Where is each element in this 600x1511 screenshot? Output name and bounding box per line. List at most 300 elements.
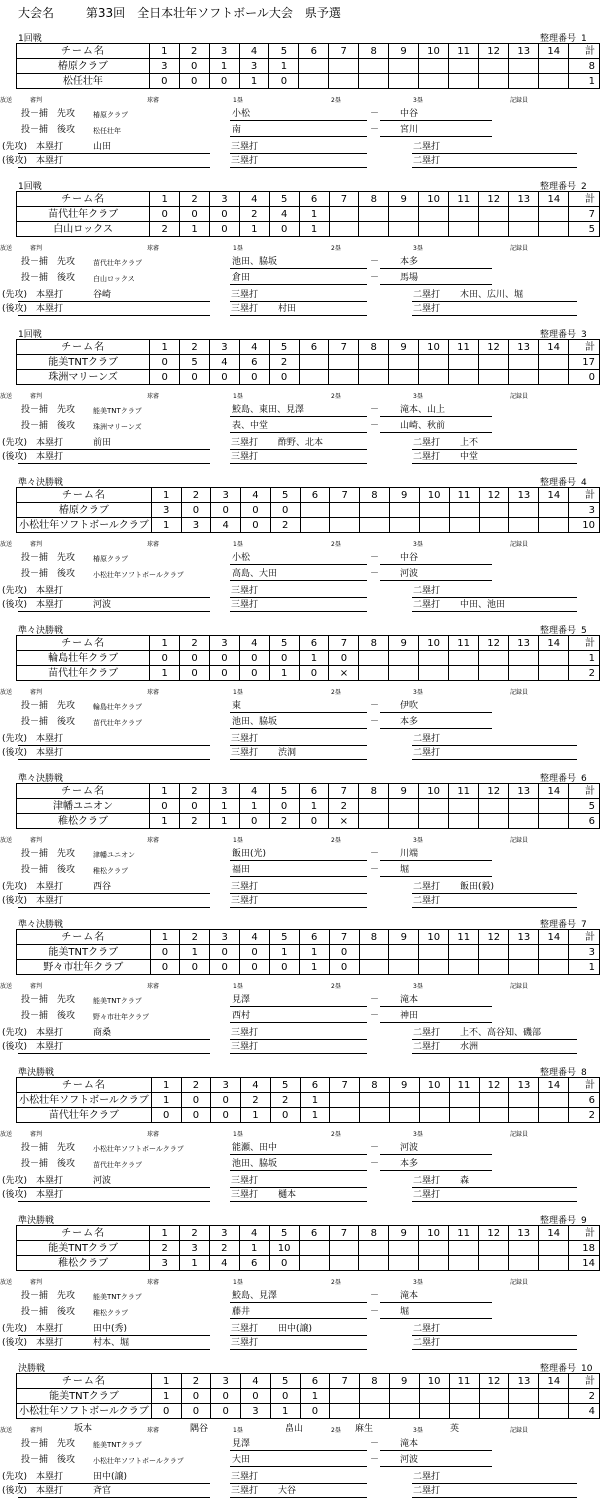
inning-score <box>449 1108 479 1123</box>
underline <box>18 463 210 464</box>
tournament-title: 第33回 全日本壮年ソフトボール大会 県予選 <box>85 6 341 20</box>
team-name: 小松壮年ソフトボールクラブ <box>17 518 152 533</box>
pitcher-names: 小松 <box>232 553 251 563</box>
inning-score: 1 <box>299 960 329 975</box>
umpire-label: 2塁 <box>331 1427 341 1434</box>
underline <box>412 315 577 316</box>
inning-score: 1 <box>239 222 269 237</box>
inning-score <box>389 1389 419 1404</box>
umpire-label: 放送 <box>0 837 13 844</box>
inning-score <box>509 1256 539 1271</box>
underline <box>380 432 492 433</box>
inning-score: 1 <box>209 814 239 829</box>
umpire-label: 審判 <box>30 837 43 844</box>
inning-score <box>389 59 419 74</box>
umpire-label: 球審 <box>147 97 160 104</box>
inning-score <box>360 1093 390 1108</box>
battery-team: 小松壮年ソフトボールクラブ <box>93 571 184 579</box>
seiri-label: 整理番号 <box>540 1216 577 1226</box>
total-score: 3 <box>569 503 600 518</box>
round-label: 1回戦 <box>18 182 42 192</box>
underline <box>230 136 367 137</box>
inning-score: 0 <box>180 207 210 222</box>
team-row <box>17 799 600 814</box>
team-name: 能美TNTクラブ <box>17 1241 150 1256</box>
total-score: 18 <box>569 1241 600 1256</box>
inning-score: 0 <box>150 370 180 385</box>
inning-score: 1 <box>300 1389 330 1404</box>
inning-score <box>479 945 509 960</box>
umpire-label: 放送 <box>0 983 13 990</box>
game-block <box>0 917 600 1059</box>
team-header: チーム名 <box>17 636 150 651</box>
team-name: 苗代壮年クラブ <box>17 666 150 681</box>
underline <box>230 432 367 433</box>
inning-header: 1 <box>150 340 180 355</box>
underline <box>230 728 367 729</box>
inning-header: 4 <box>239 192 269 207</box>
underline <box>380 120 492 121</box>
pitcher-names: 見澤 <box>232 995 251 1005</box>
inning-score: 0 <box>269 74 299 89</box>
triple-label: 三塁打 <box>231 896 259 906</box>
battery-label: 投－捕 後攻 <box>21 865 76 875</box>
inning-header: 9 <box>389 340 419 355</box>
game-details <box>0 387 600 467</box>
round-label: 準々決勝戦 <box>18 774 64 784</box>
inning-score <box>330 1404 360 1419</box>
battery-team: 椿原クラブ <box>93 111 128 119</box>
inning-score <box>419 666 449 681</box>
inning-score <box>299 74 329 89</box>
battery-label: 投－捕 先攻 <box>21 553 76 563</box>
team-row <box>17 207 600 222</box>
pitcher-names: 藤井 <box>232 1307 251 1317</box>
inning-score <box>539 960 569 975</box>
inning-score <box>359 666 389 681</box>
inning-header: 3 <box>210 192 240 207</box>
home-run-players: 西谷 <box>93 882 112 892</box>
team-row <box>17 1241 600 1256</box>
underline <box>380 1154 492 1155</box>
home-run-players: 山田 <box>93 142 112 152</box>
inning-header: 6 <box>299 44 329 59</box>
underline <box>230 315 367 316</box>
inning-score: 2 <box>270 518 300 533</box>
underline <box>230 120 367 121</box>
umpire-label: 記録員 <box>510 245 529 252</box>
triple-label: 三塁打 <box>231 452 259 462</box>
inning-score: 0 <box>329 945 359 960</box>
inning-score <box>449 59 479 74</box>
inning-score <box>539 74 569 89</box>
inning-header: 5 <box>269 1226 299 1241</box>
round-label: 準々決勝戦 <box>18 920 64 930</box>
underline <box>412 153 577 154</box>
umpire-label: 2塁 <box>331 983 341 990</box>
underline <box>230 1483 367 1484</box>
battery-team: 稚松クラブ <box>93 867 128 875</box>
round-label: 1回戦 <box>18 330 42 340</box>
inning-header: 13 <box>509 784 539 799</box>
inning-score <box>419 945 449 960</box>
underline <box>230 1335 367 1336</box>
inning-header: 5 <box>269 192 299 207</box>
inning-header: 4 <box>239 340 269 355</box>
umpire-label: 3塁 <box>413 393 423 400</box>
inning-score <box>330 1108 360 1123</box>
underline <box>18 1039 210 1040</box>
inning-score: 1 <box>209 59 239 74</box>
inning-header: 14 <box>539 784 569 799</box>
inning-header: 1 <box>150 1226 180 1241</box>
inning-score <box>389 945 419 960</box>
inning-header: 11 <box>449 1078 479 1093</box>
catcher-names: 堀 <box>400 865 410 875</box>
header-row <box>17 340 600 355</box>
umpire-label: 1塁 <box>233 393 243 400</box>
battery-team: 松任壮年 <box>93 127 121 135</box>
inning-score: 0 <box>150 355 180 370</box>
underline <box>412 1039 577 1040</box>
triple-label: 三塁打 <box>231 600 259 610</box>
umpire-label: 審判 <box>30 245 43 252</box>
catcher-names: 本多 <box>400 717 419 727</box>
underline <box>18 1349 210 1350</box>
inning-header: 10 <box>419 1078 449 1093</box>
underline <box>18 167 210 168</box>
inning-score <box>509 503 539 518</box>
header-row <box>17 192 600 207</box>
inning-score <box>449 651 479 666</box>
home-run-label: (後攻) 本塁打 <box>2 304 64 314</box>
inning-score <box>449 222 479 237</box>
battery-label: 投－捕 後攻 <box>21 421 76 431</box>
triple-label: 三塁打 <box>231 304 259 314</box>
inning-score <box>299 1256 329 1271</box>
battery-label: 投－捕 先攻 <box>21 849 76 859</box>
seiri-label: 整理番号 <box>540 626 577 636</box>
seiri-value: 4 <box>581 478 587 488</box>
dash: － <box>370 1307 380 1317</box>
inning-header: 3 <box>211 1374 241 1389</box>
catcher-names: 滝本 <box>400 1439 419 1449</box>
inning-score <box>389 503 419 518</box>
umpire-label: 1塁 <box>233 1279 243 1286</box>
inning-header: 2 <box>181 1374 211 1389</box>
inning-score: × <box>329 666 359 681</box>
game-details <box>0 535 600 615</box>
inning-score <box>419 518 449 533</box>
inning-score <box>300 518 330 533</box>
inning-header: 1 <box>150 784 180 799</box>
inning-score: 10 <box>269 1241 299 1256</box>
inning-score: 0 <box>299 814 329 829</box>
inning-score: 0 <box>270 1389 300 1404</box>
inning-score <box>539 666 569 681</box>
inning-score: 0 <box>329 960 359 975</box>
team-name: 苗代壮年クラブ <box>17 1108 152 1123</box>
inning-header: 1 <box>151 1078 181 1093</box>
underline <box>380 1450 492 1451</box>
game-block <box>0 1213 600 1355</box>
inning-score: 0 <box>150 207 180 222</box>
underline <box>230 1053 367 1054</box>
inning-header: 4 <box>241 1078 271 1093</box>
underline <box>412 893 577 894</box>
inning-score: 1 <box>241 1108 271 1123</box>
dash: － <box>370 1159 380 1169</box>
inning-score <box>389 651 419 666</box>
inning-score: 2 <box>269 355 299 370</box>
seiri-value: 7 <box>581 920 587 930</box>
inning-header: 10 <box>419 44 449 59</box>
inning-score: 1 <box>300 1093 330 1108</box>
home-run-players: 村本、堀 <box>93 1338 130 1348</box>
inning-score: 4 <box>209 1256 239 1271</box>
inning-header: 7 <box>330 1078 360 1093</box>
inning-score: 0 <box>210 222 240 237</box>
team-row <box>17 503 600 518</box>
team-row <box>17 1389 600 1404</box>
underline <box>380 564 492 565</box>
umpire-label: 審判 <box>30 983 43 990</box>
inning-score: 0 <box>151 1404 181 1419</box>
inning-score <box>479 1389 509 1404</box>
underline <box>230 860 367 861</box>
game-block <box>0 327 600 469</box>
inning-header: 9 <box>389 636 419 651</box>
inning-header: 7 <box>329 44 359 59</box>
battery-team: 能美TNTクラブ <box>93 407 142 415</box>
inning-header: 11 <box>449 784 479 799</box>
total-score: 1 <box>569 651 600 666</box>
inning-header: 8 <box>359 192 389 207</box>
score-table <box>16 1225 600 1271</box>
home-run-label: (後攻) 本塁打 <box>2 156 64 166</box>
home-run-players: 商桑 <box>93 1028 112 1038</box>
inning-score <box>479 799 509 814</box>
team-row <box>17 1108 600 1123</box>
catcher-names: 滝本 <box>400 995 419 1005</box>
underline <box>380 416 492 417</box>
inning-score <box>300 503 330 518</box>
total-score: 14 <box>569 1256 600 1271</box>
underline <box>230 876 367 877</box>
home-run-players: 斉官 <box>93 1486 112 1496</box>
umpire-label: 1塁 <box>233 689 243 696</box>
inning-score <box>479 651 509 666</box>
umpire-label: 2塁 <box>331 1131 341 1138</box>
team-header: チーム名 <box>17 784 150 799</box>
dash: － <box>370 849 380 859</box>
total-score: 0 <box>569 370 600 385</box>
inning-score: 2 <box>241 1093 271 1108</box>
inning-header: 6 <box>299 784 329 799</box>
underline <box>230 1187 367 1188</box>
umpire-label: 記録員 <box>510 1131 529 1138</box>
inning-header: 10 <box>419 636 449 651</box>
inning-score: 1 <box>151 1389 181 1404</box>
inning-score <box>509 59 539 74</box>
inning-score <box>509 1108 539 1123</box>
home-run-players: 前田 <box>93 438 112 448</box>
inning-score <box>299 59 329 74</box>
double-players: 飯田(毅) <box>460 882 495 892</box>
inning-score: 0 <box>150 945 180 960</box>
inning-header: 2 <box>181 488 211 503</box>
double-players: 水洲 <box>460 1042 479 1052</box>
double-label: 二塁打 <box>413 1190 441 1200</box>
battery-team: 輪島壮年クラブ <box>93 703 142 711</box>
game-details <box>0 831 600 911</box>
umpire-label: 球審 <box>147 837 160 844</box>
inning-score <box>449 814 479 829</box>
inning-header: 8 <box>359 930 389 945</box>
inning-score <box>449 666 479 681</box>
battery-team: 能美TNTクラブ <box>93 1293 142 1301</box>
team-name: 能美TNTクラブ <box>17 1389 152 1404</box>
inning-score: 3 <box>149 59 179 74</box>
header-row <box>17 930 600 945</box>
inning-score: 0 <box>179 59 209 74</box>
inning-score: × <box>329 814 359 829</box>
inning-score: 1 <box>299 945 329 960</box>
inning-score <box>509 74 539 89</box>
inning-header: 11 <box>449 636 479 651</box>
umpire-label: 1塁 <box>233 1427 243 1434</box>
umpire-label: 1塁 <box>233 837 243 844</box>
inning-score: 1 <box>299 651 329 666</box>
team-header: チーム名 <box>17 340 150 355</box>
home-run-label: (先攻) 本塁打 <box>2 734 64 744</box>
inning-header: 2 <box>179 784 209 799</box>
inning-score <box>479 1404 509 1419</box>
inning-header: 14 <box>539 340 569 355</box>
inning-score <box>449 799 479 814</box>
pitcher-names: 能瀬、田中 <box>232 1143 278 1153</box>
inning-score <box>539 503 569 518</box>
inning-score <box>419 799 449 814</box>
inning-header: 5 <box>270 1078 300 1093</box>
inning-score <box>419 59 449 74</box>
inning-score: 1 <box>151 1093 181 1108</box>
triple-players: 酢野、北本 <box>278 438 324 448</box>
inning-score <box>449 1404 479 1419</box>
inning-score <box>479 59 509 74</box>
team-header: チーム名 <box>17 1374 152 1389</box>
inning-score: 3 <box>241 1404 271 1419</box>
underline <box>230 564 367 565</box>
inning-score <box>299 355 329 370</box>
inning-header: 1 <box>150 930 180 945</box>
home-run-label: (後攻) 本塁打 <box>2 600 64 610</box>
umpire-label: 審判 <box>30 541 43 548</box>
umpire-label: 球審 <box>147 541 160 548</box>
underline <box>412 745 577 746</box>
inning-score <box>329 370 359 385</box>
game-block <box>0 1065 600 1207</box>
underline <box>18 1497 210 1498</box>
dash: － <box>370 109 380 119</box>
umpire-label: 審判 <box>30 1279 43 1286</box>
double-label: 二塁打 <box>413 156 441 166</box>
umpire-label: 球審 <box>147 689 160 696</box>
double-players: 中田、池田 <box>460 600 506 610</box>
inning-score <box>359 799 389 814</box>
underline <box>230 463 367 464</box>
inning-score <box>539 59 569 74</box>
inning-header: 13 <box>509 488 539 503</box>
inning-score <box>359 370 389 385</box>
inning-score <box>359 222 389 237</box>
inning-header: 7 <box>329 930 359 945</box>
battery-team: 能美TNTクラブ <box>93 997 142 1005</box>
underline <box>380 1302 492 1303</box>
catcher-names: 伊吹 <box>400 701 419 711</box>
round-label: 1回戦 <box>18 34 42 44</box>
inning-score <box>359 207 389 222</box>
double-label: 二塁打 <box>413 882 441 892</box>
inning-score <box>449 1241 479 1256</box>
inning-header: 11 <box>449 1226 479 1241</box>
pitcher-names: 福田 <box>232 865 251 875</box>
underline <box>230 712 367 713</box>
inning-score <box>389 222 419 237</box>
inning-header: 5 <box>269 636 299 651</box>
inning-score: 0 <box>181 503 211 518</box>
inning-score: 1 <box>300 1108 330 1123</box>
inning-score <box>389 1404 419 1419</box>
triple-label: 三塁打 <box>231 1338 259 1348</box>
inning-score: 0 <box>269 222 299 237</box>
inning-score: 3 <box>181 518 211 533</box>
dash: － <box>370 1011 380 1021</box>
inning-header: 7 <box>329 1226 359 1241</box>
inning-score <box>479 74 509 89</box>
inning-score <box>389 1093 419 1108</box>
inning-score: 0 <box>211 1389 241 1404</box>
inning-score: 5 <box>180 355 210 370</box>
inning-score <box>479 518 509 533</box>
underline <box>230 1006 367 1007</box>
inning-score <box>419 222 449 237</box>
inning-header: 8 <box>360 1078 390 1093</box>
inning-score <box>539 355 569 370</box>
inning-score: 0 <box>269 799 299 814</box>
team-name: 小松壮年ソフトボールクラブ <box>17 1093 152 1108</box>
pitcher-names: 見澤 <box>232 1439 251 1449</box>
inning-header: 10 <box>419 488 449 503</box>
inning-score <box>329 222 359 237</box>
inning-header: 3 <box>211 488 241 503</box>
inning-score <box>389 207 419 222</box>
inning-header: 12 <box>479 636 509 651</box>
inning-score: 2 <box>239 207 269 222</box>
dash: － <box>370 125 380 135</box>
inning-score <box>539 1404 569 1419</box>
inning-score <box>449 1093 479 1108</box>
score-table <box>16 191 600 237</box>
triple-label: 三塁打 <box>231 1176 259 1186</box>
inning-score <box>329 1241 359 1256</box>
inning-score: 0 <box>179 74 209 89</box>
inning-score <box>509 814 539 829</box>
inning-header: 12 <box>479 1226 509 1241</box>
inning-score <box>509 222 539 237</box>
inning-score <box>449 207 479 222</box>
inning-score <box>299 1241 329 1256</box>
